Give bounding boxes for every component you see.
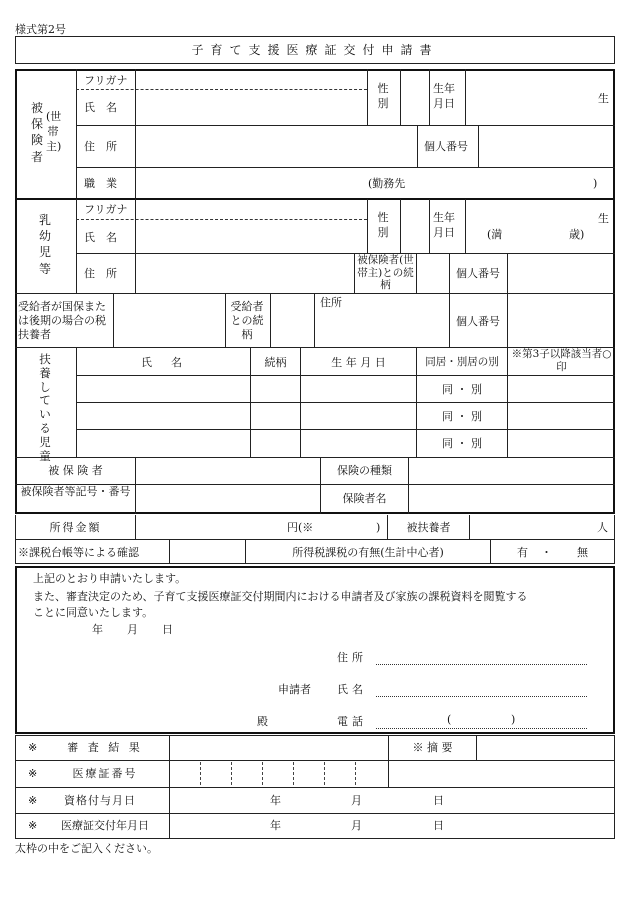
insurance-insured-label: 被 保 険 者: [48, 464, 103, 477]
infant-furigana-label: フリガナ: [84, 203, 128, 216]
qualification-mark: ※: [28, 794, 38, 807]
income-yen-close: ): [376, 521, 381, 534]
cert-number-label: 医療証番号: [72, 767, 138, 780]
insured-employer-close: ): [593, 177, 598, 190]
issue-mark: ※: [28, 819, 38, 832]
issue-month: 月: [351, 819, 362, 832]
insured-mynumber-input[interactable]: [479, 126, 613, 166]
applicant-address-label: 住所: [337, 651, 367, 664]
review-mark: ※: [28, 741, 38, 754]
income-persons-unit: 人: [597, 521, 608, 534]
cert-number-mark: ※: [28, 767, 38, 780]
insured-section-label: 被保険者: [30, 101, 43, 164]
child-2-cohabitation[interactable]: 同 ・ 別: [442, 410, 482, 423]
children-section-label: 扶養している児童: [39, 352, 51, 463]
income-label: 所得金額: [49, 521, 102, 534]
insured-address-label: 住 所: [84, 140, 117, 153]
infant-age-open: (満: [487, 228, 503, 241]
income-yen: 円(※: [287, 521, 314, 534]
insured-birth-label: 生年月日: [433, 82, 455, 110]
insured-birth-suffix: 生: [598, 92, 609, 105]
insured-sex-label: 性別: [377, 82, 389, 110]
children-header-third-child: ※第3子以降該当者○印: [511, 348, 612, 373]
infant-age-close: 歳): [569, 228, 585, 241]
infant-birth-label: 生年月日: [433, 211, 455, 239]
infant-birth-suffix: 生: [598, 212, 609, 225]
tax-no-option[interactable]: 無: [577, 546, 588, 559]
tax-check-label: ※課税台帳等による確認: [18, 546, 139, 559]
tax-question-label: 所得税課税の有無(生計中心者): [292, 546, 444, 559]
dependent-address-label: 住所: [320, 296, 342, 309]
applicant-phone-input[interactable]: [376, 712, 587, 728]
tax-option-separator: ・: [541, 546, 552, 559]
dependent-mynumber-label: 個人番号: [456, 315, 500, 328]
declaration-year: 年: [92, 623, 103, 636]
infant-mynumber-label: 個人番号: [456, 267, 500, 280]
phone-paren-close: ): [511, 713, 516, 726]
infant-relation-label: 被保険者(世帯主)との続柄: [357, 254, 414, 292]
insurance-symbol-label: 被保険者等記号・番号: [20, 485, 131, 498]
children-header-relation: 続柄: [264, 356, 287, 369]
insured-name-label: 氏 名: [84, 101, 117, 114]
qualification-day: 日: [433, 794, 444, 807]
children-header-cohabitation: 同居・別居の別: [425, 356, 499, 368]
child-3-cohabitation[interactable]: 同 ・ 別: [442, 437, 482, 450]
infant-name-label: 氏 名: [84, 231, 117, 244]
infant-address-label: 住 所: [84, 267, 117, 280]
remarks-label: ※ 摘 要: [412, 741, 453, 754]
phone-paren-open: (: [447, 713, 452, 726]
insured-mynumber-label: 個人番号: [424, 140, 468, 153]
child-1-name-input[interactable]: [77, 376, 250, 402]
infant-name-input[interactable]: [136, 220, 366, 252]
applicant-dono: 殿: [257, 715, 268, 728]
children-header-name: 氏 名: [141, 356, 186, 369]
applicant-name-input[interactable]: [376, 680, 587, 696]
income-dependents-label: 被扶養者: [406, 521, 451, 534]
issue-day: 日: [433, 819, 444, 832]
review-result-label: 審 査 結 果: [67, 741, 143, 754]
qualification-year: 年: [270, 794, 281, 807]
child-2-name-input[interactable]: [77, 403, 250, 429]
footer-note: 太枠の中をご記入ください。: [15, 842, 158, 855]
insured-sex-input[interactable]: [401, 70, 428, 124]
insured-employer-open: (勤務先: [368, 177, 406, 190]
child-3-name-input[interactable]: [77, 430, 250, 457]
applicant-name-label: 氏名: [337, 683, 367, 696]
declaration-day: 日: [162, 623, 173, 636]
child-1-cohabitation[interactable]: 同 ・ 別: [442, 383, 482, 396]
applicant-phone-label: 電話: [337, 715, 367, 728]
tax-yes-option[interactable]: 有: [517, 546, 528, 559]
qualification-month: 月: [351, 794, 362, 807]
insured-address-input[interactable]: [136, 126, 416, 166]
issue-year: 年: [270, 819, 281, 832]
page-title: 子育て支援医療証交付申請書: [191, 43, 439, 57]
insured-occupation-label: 職 業: [84, 177, 117, 190]
insured-furigana-label: フリガナ: [84, 74, 128, 87]
applicant-address-input[interactable]: [376, 648, 587, 664]
insurance-insurer-label: 保険者名: [342, 492, 387, 505]
infant-section-label: 乳幼児等: [38, 213, 51, 276]
declaration-line-3: ことに同意いたします。: [33, 606, 154, 619]
children-header-birthdate: 生 年 月 日: [331, 356, 386, 369]
insurance-type-label: 保険の種類: [337, 464, 392, 477]
qualification-date-label: 資格付与月日: [64, 794, 136, 807]
dependent-relation-label: 受給者との続柄: [230, 300, 264, 341]
insured-section-sub: (世帯主): [46, 110, 62, 153]
applicant-label: 申請者: [278, 683, 311, 696]
declaration-line-1: 上記のとおり申請いたします。: [33, 572, 187, 585]
infant-sex-label: 性別: [377, 211, 389, 239]
declaration-line-2: また、審査決定のため、子育て支援医療証交付期間内における申請者及び家族の課税資料を閲覧する: [33, 590, 528, 603]
issue-date-label: 医療証交付年月日: [61, 819, 149, 832]
insured-name-input[interactable]: [136, 90, 366, 124]
form-number: 様式第2号: [15, 23, 66, 36]
tax-dependent-label: 受給者が国保または後期の場合の税扶養者: [18, 300, 106, 341]
declaration-month: 月: [127, 623, 138, 636]
